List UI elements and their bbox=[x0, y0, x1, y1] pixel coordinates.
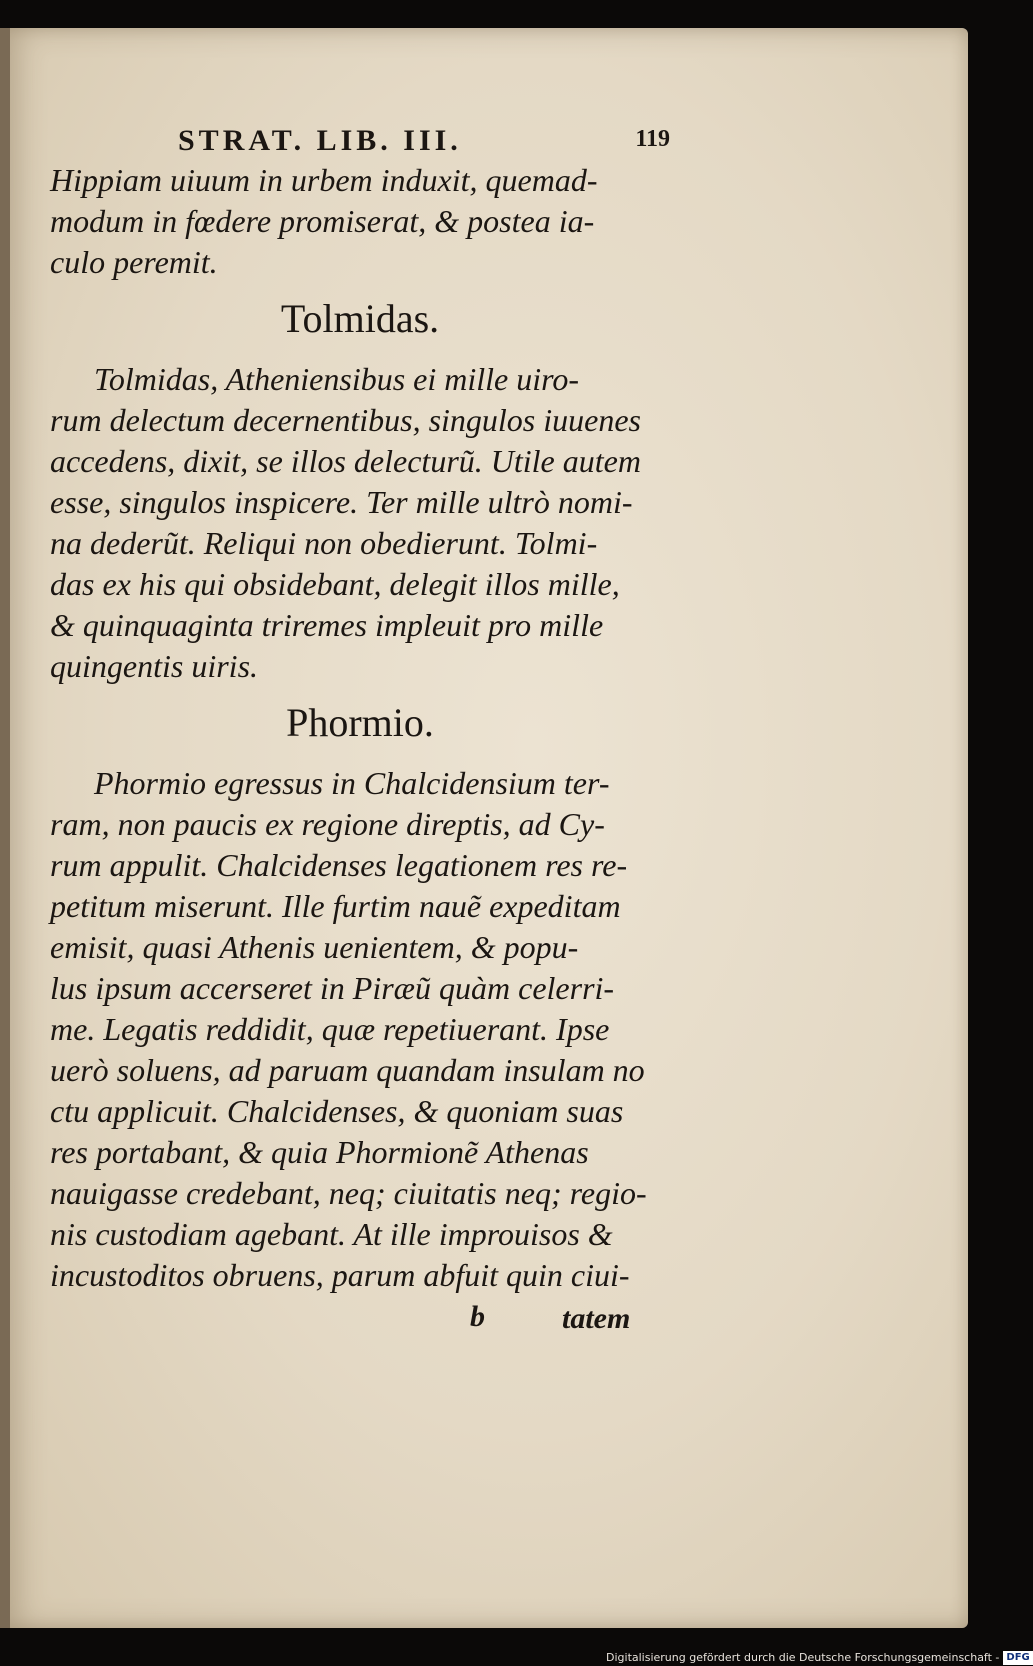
text-line: ram, non paucis ex regione direptis, ad Cy- bbox=[50, 806, 605, 842]
section-heading-tolmidas: Tolmidas. bbox=[280, 296, 440, 341]
text-line: nauigasse credebant, neq; ciuitatis neq; regio- bbox=[50, 1175, 647, 1211]
text-line: emisit, quasi Athenis uenientem, & popu- bbox=[50, 929, 579, 965]
text-line: & quinquaginta triremes impleuit pro mille bbox=[50, 607, 604, 643]
tolmidas-paragraph bbox=[50, 359, 670, 687]
text-line: Hippiam uiuum in urbem induxit, quemad- bbox=[50, 162, 598, 198]
text-line: rum appulit. Chalcidenses legationem res re- bbox=[50, 847, 628, 883]
page-gutter bbox=[0, 28, 10, 1628]
text-line: modum in fœdere promiserat, & postea ia- bbox=[50, 203, 595, 239]
phormio-paragraph bbox=[50, 763, 670, 1296]
running-head bbox=[50, 120, 670, 160]
section-heading-phormio: Phormio. bbox=[286, 700, 434, 745]
digitization-footer bbox=[606, 1650, 1033, 1666]
page-number: 119 bbox=[635, 126, 670, 152]
text-line: me. Legatis reddidit, quæ repetiuerant. Ipse bbox=[50, 1011, 610, 1047]
catchword: tatem bbox=[562, 1302, 631, 1335]
text-line: das ex his qui obsidebant, delegit illos mille, bbox=[50, 566, 620, 602]
text-line: uerò soluens, ad paruam quandam insulam no bbox=[50, 1052, 645, 1088]
catchline bbox=[50, 1296, 670, 1340]
footer-text: Digitalisierung gefördert durch die Deutsche Forschungsgemeinschaft - bbox=[606, 1651, 1000, 1664]
page-text-block bbox=[50, 120, 670, 1340]
text-line: accedens, dixit, se illos delecturũ. Utile autem bbox=[50, 443, 641, 479]
text-line: na dederũt. Reliqui non obedierunt. Tolmi- bbox=[50, 525, 598, 561]
intro-paragraph bbox=[50, 160, 670, 283]
text-line: culo peremit. bbox=[50, 244, 218, 280]
text-line: esse, singulos inspicere. Ter mille ultrò nomi- bbox=[50, 484, 633, 520]
text-line: Phormio egressus in Chalcidensium ter- bbox=[94, 765, 610, 801]
text-line: ctu applicuit. Chalcidenses, & quoniam suas bbox=[50, 1093, 624, 1129]
text-line: lus ipsum accerseret in Piræũ quàm celerri- bbox=[50, 970, 615, 1006]
text-line: nis custodiam agebant. At ille improuisos & bbox=[50, 1216, 613, 1252]
running-head-title: STRAT. LIB. III. bbox=[178, 124, 462, 157]
dfg-logo: DFG bbox=[1003, 1651, 1032, 1665]
signature-mark: b bbox=[470, 1300, 485, 1333]
text-line: Tolmidas, Atheniensibus ei mille uiro- bbox=[94, 361, 580, 397]
text-line: res portabant, & quia Phormionẽ Athenas bbox=[50, 1134, 589, 1170]
text-line: rum delectum decernentibus, singulos iuuenes bbox=[50, 402, 641, 438]
text-line: quingentis uiris. bbox=[50, 648, 259, 684]
text-line: incustoditos obruens, parum abfuit quin ciui- bbox=[50, 1257, 630, 1293]
text-line: petitum miserunt. Ille furtim nauẽ expeditam bbox=[50, 888, 621, 924]
